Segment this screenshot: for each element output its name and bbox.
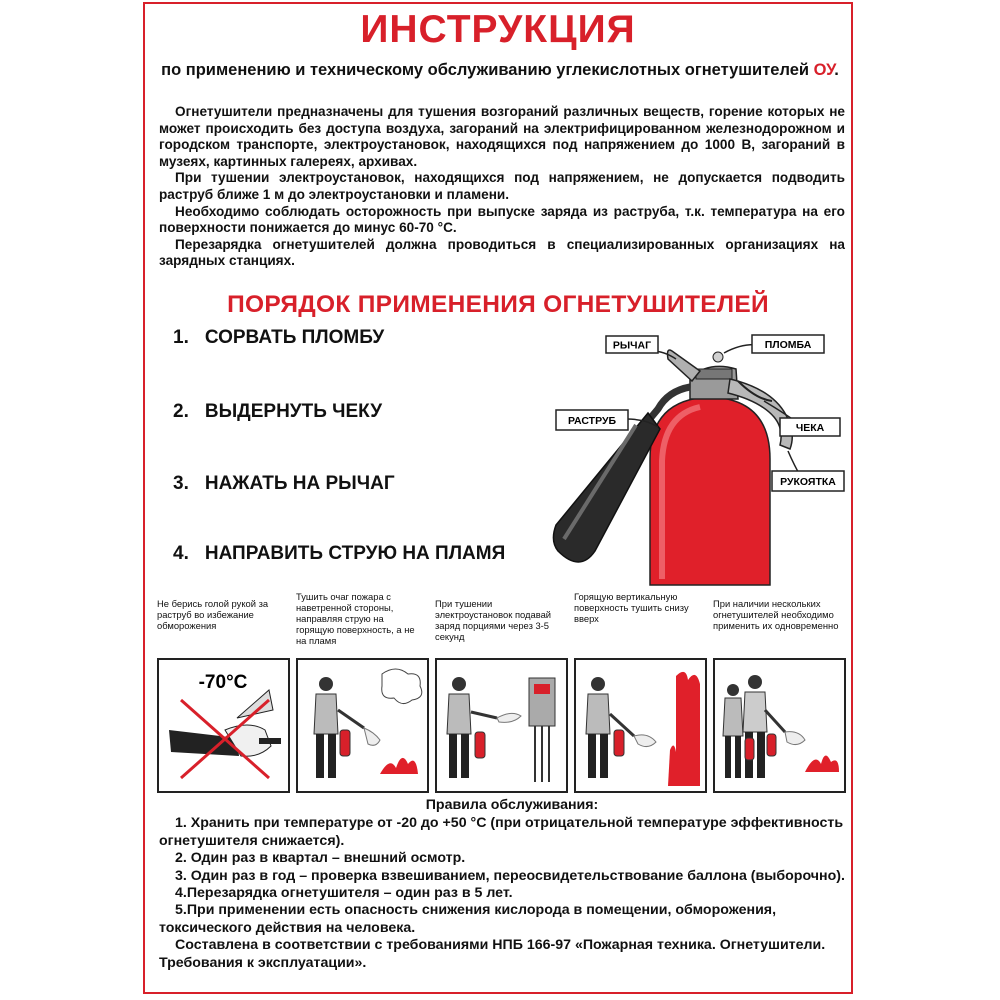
label-seal [752, 335, 824, 353]
rule-item: 3. Один раз в год – проверка взвешиванием, переосвидетельствование баллона (выборочно). [175, 867, 845, 884]
step-number: 4. [173, 543, 189, 564]
panel-vertical-surface [574, 658, 707, 793]
extinguisher-diagram [540, 329, 846, 591]
intro-paragraph: Огнетушители предназначены для тушения возгораний различных веществ, горение которых не может происходить без доступа воздуха, загораний на электрифицированном железнодорожном и городском транспорте, электроустановок, находящихся под напряжением до 1000 В, загораний в музеях, картинных галереях, архивах. [159, 104, 845, 169]
label-pin [780, 418, 840, 436]
subtitle-ou: ОУ [813, 61, 835, 79]
caption-1: Не берись голой рукой за раструб во избежание обморожения [157, 598, 269, 631]
rule-item: 2. Один раз в квартал – внешний осмотр. [175, 850, 466, 867]
step-text: НАПРАВИТЬ СТРУЮ НА ПЛАМЯ [204, 543, 506, 564]
caption-2: Тушить очаг пожара с наветренной стороны, направляя струю на горящую поверхность, а не на пламя [296, 591, 415, 646]
step-number: 3. [173, 473, 189, 494]
caption-5: При наличии нескольких огнетушителей необходимо применить их одновременно [713, 598, 839, 631]
label-seal-text: ПЛОМБА [764, 339, 812, 351]
caption-3: При тушении электроустановок подавай заряд порциями через 3-5 секунд [435, 598, 552, 642]
rule-item: 4.Перезарядка огнетушителя – один раз в 5 лет. [175, 885, 513, 902]
step-number: 1. [173, 327, 189, 348]
rule-item: Составлена в соответствии с требованиями НПБ 166-97 «Пожарная техника. Огнетушители. Требования к эксплуатации». [159, 937, 826, 971]
extinguisher-lever [668, 350, 701, 381]
extinguisher-horn [553, 413, 660, 562]
label-pin-text: ЧЕКА [795, 422, 825, 434]
rule-item: 5.При применении есть опасность снижения кислорода в помещении, обморожения, токсического действия на человека. [159, 902, 777, 936]
step-3 [173, 473, 395, 495]
intro-paragraph: При тушении электроустановок, находящихся под напряжением, не допускается подводить раструб ближе 1 м до электроустановки и пламени. [159, 170, 845, 202]
intro-paragraph: Необходимо соблюдать осторожность при выпуске заряда из раструба, т.к. температура на его поверхности понижается до минус 60-70 °С. [159, 203, 845, 236]
label-handle [772, 471, 844, 491]
label-horn-text: РАСТРУБ [567, 415, 617, 427]
panel-no-bare-hand [157, 658, 290, 793]
label-lever [606, 336, 658, 353]
panel-temp-label: -70°C [198, 672, 248, 693]
extinguisher-cylinder [650, 397, 770, 585]
intro-text [159, 104, 845, 270]
step-1 [173, 327, 384, 349]
poster-frame [143, 2, 853, 994]
panel-electrical [435, 658, 568, 793]
intro-paragraph: Перезарядка огнетушителей должна проводиться в специализированных организациях на зарядных станциях. [159, 236, 845, 269]
panel-multiple [713, 658, 846, 793]
label-handle-text: РУКОЯТКА [780, 476, 836, 488]
subtitle-dot: . [834, 61, 839, 79]
rule-item: 1. Хранить при температуре от -20 до +50 °С (при отрицательной температуре эффективность огнетушителя снижается). [159, 815, 844, 849]
panel-windward [296, 658, 429, 793]
maintenance-rules [159, 797, 849, 972]
poster-subtitle [155, 60, 845, 81]
step-text: СОРВАТЬ ПЛОМБУ [204, 327, 385, 348]
step-number: 2. [173, 401, 189, 422]
rules-heading: Правила обслуживания: [425, 797, 599, 813]
label-lever-text: РЫЧАГ [612, 339, 652, 352]
poster-title: ИНСТРУКЦИЯ [360, 8, 636, 51]
label-horn [556, 410, 628, 430]
step-4 [173, 543, 505, 565]
step-2 [173, 401, 382, 423]
order-title: ПОРЯДОК ПРИМЕНЕНИЯ ОГНЕТУШИТЕЛЕЙ [227, 291, 769, 318]
step-text: ВЫДЕРНУТЬ ЧЕКУ [204, 401, 383, 422]
caption-4: Горящую вертикальную поверхность тушить снизу вверх [574, 591, 689, 624]
subtitle-text: по применению и техническому обслуживанию углекислотных огнетушителей [161, 61, 810, 79]
step-text: НАЖАТЬ НА РЫЧАГ [204, 473, 395, 494]
